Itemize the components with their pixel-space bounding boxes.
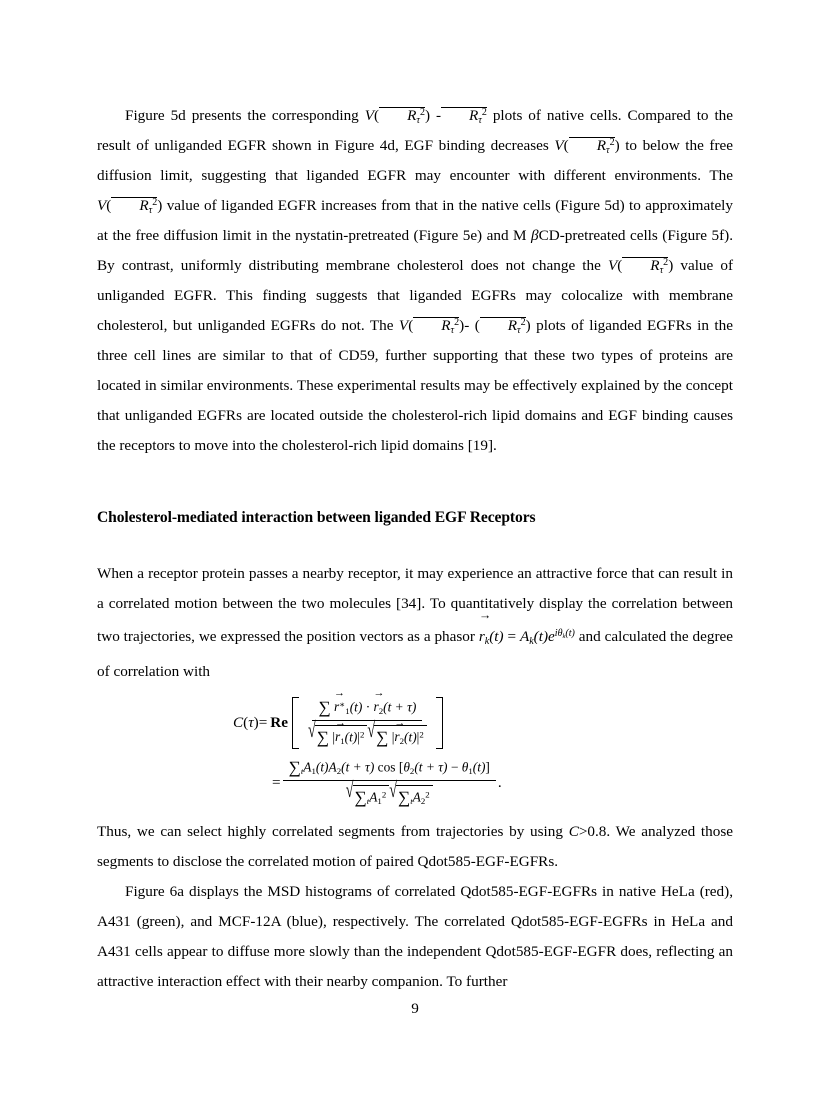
eq-A1-den: A [369,789,378,805]
math-V-c: V [554,137,564,154]
math-e-symbol: e [548,627,555,645]
radical-icon: √ [345,777,354,803]
p1-text-8: - ( [464,317,480,334]
eq-C-symbol: C [233,713,244,731]
eq-abs-close-1: | [357,729,360,745]
radical-icon: √ [367,717,376,743]
paragraph-2 [97,559,733,687]
sqrt-1 [308,716,367,749]
eq-A2-den: A [412,789,421,805]
eq-A2-sub: 2 [336,765,342,776]
eq-theta1-symbol: θ [461,759,469,775]
p1-text-1: Figure 5d presents the corresponding [125,107,365,124]
math-R-c: R [596,137,606,154]
eq-sum-icon-5: ∑ [354,787,367,807]
math-V-a: V [364,107,374,124]
eq-A1-den-sub: 1 [377,795,382,806]
math-k-sub-1: k [484,635,490,647]
math-R-a: R [407,107,417,124]
right-bracket-icon [436,697,443,749]
math-tau-c: τ [605,144,610,156]
p3-text-2: >0.8. We analyzed those segments to disclose the correlated motion of paired Qdot585-EGF-EGFRs. [97,822,733,870]
math-k-sub-3: k [562,632,566,640]
p2-text-2: and calculated the degree of correlation with [97,627,733,680]
eq1-denominator [302,716,433,749]
math-equals-1: = [503,627,520,645]
eq-cos-label: cos [377,759,396,775]
eq-sum-sub-t-3: t [410,795,413,806]
p1-text-2: - [430,107,442,124]
sqrt-4 [389,777,432,809]
eq-abs-close-2: | [416,729,420,745]
eq-A2-arg: (t + τ) [341,759,375,775]
math-tau-g: τ [517,324,521,336]
math-exp-f: 2 [454,317,460,329]
radical-icon: √ [389,777,397,803]
math-exp-c: 2 [609,137,615,149]
eq-star-1: ∗ [339,699,346,710]
eq-tau-symbol: τ [248,713,254,731]
equation-line-1: C ( τ ) = Re ∑ → $r^∗_1(t)$ · → $r_2(t + \tau)$ √ ∑ | → $r_1(t)|^2$ √ ∑ | → $r_2(t)|^2$ [233,697,444,749]
math-tau-f: τ [450,324,455,336]
spacer-before-heading [97,461,733,503]
math-t-arg-2: (t) [533,627,549,645]
spacer-after-heading [97,533,733,559]
inline-math-V-Rtau2-a: V( $R_\tau^2$) [364,107,431,126]
p2-text-1: When a receptor protein passes a nearby receptor, it may experience an attractive force that can result in a correlated motion between the two molecules [34]. To quantitatively display the correlation between two trajectories, we expressed the position vectors as a phasor [97,565,733,645]
eq-A2-den-sub: 2 [420,795,426,806]
math-t-arg-1: (t) [489,627,504,645]
eq-sum-icon-6: ∑ [397,787,411,807]
math-tau-d: τ [148,204,153,216]
math-tau-e: τ [659,264,664,276]
math-exp-b: 2 [481,107,487,119]
sqrt-3 [345,777,389,809]
spacer-before-equation [97,687,733,697]
eq-t-paren-2: (t) [344,729,358,745]
equation-line-2 [272,757,502,809]
math-R-b: R [469,107,479,124]
eq-theta2-symbol: θ [403,759,410,775]
eq-sq-2: 2 [419,728,424,739]
eq-t-paren-1: (t) [349,699,363,715]
p1-text-3: plots of native cells. Compared to the result of unliganded EGFR shown in Figure 4d, EGF binding decreases [97,107,734,154]
eq-abs-open-2: | [391,729,395,745]
math-V-f: V [398,317,409,334]
math-C-threshold: C [568,822,579,840]
section-heading: Cholesterol-mediated interaction between liganded EGF Receptors [97,509,536,526]
inline-math-Rtau2-g [480,317,526,334]
eq-Re-label: Re [270,713,288,731]
eq-sq-1: 2 [359,728,365,739]
math-exp-d: 2 [152,197,158,209]
eq-sum-icon-1: ∑ [318,697,331,717]
page-number: 9 [411,1000,419,1017]
math-V-d: V [97,197,107,214]
math-R-d: R [139,197,149,214]
p1-text-6: CD-pretreated cells (Figure 5f). By contrast, uniformly distributing membrane cholesterol does not change the [97,227,733,274]
eq-sub-1a: 1 [345,705,350,716]
eq-theta1-sub: 1 [468,765,473,776]
eq-sum-sub-t-1: t [300,765,304,776]
eq-dot-operator: · [365,699,371,715]
paragraph-3 [97,817,733,877]
eq-r1-abs: r [335,729,341,745]
eq-abs-open-1: | [332,729,335,745]
eq-minus-operator: − [450,759,459,775]
p1-text-5: value of liganded EGFR increases from that in the native cells (Figure 5d) to approximately at the free diffusion limit in the nystatin-pretreated (Figure 5e) and M [97,197,733,244]
math-tau-a: τ [416,114,420,126]
eq-A1-den-sq: 2 [381,788,387,799]
inline-math-V-Rtau2-c: V( $R_\tau^2$) [554,137,620,156]
inline-math-Rtau2-b [441,107,487,124]
eq1-fraction [302,686,433,749]
eq-period: . [497,773,502,791]
left-bracket-icon [292,697,299,749]
eq-A1-symbol: A [303,759,312,775]
eq-sum-icon-4: ∑ [288,757,301,777]
math-A-symbol: A [519,627,530,645]
p1-text-7: value of unliganded EGFR. This finding suggests that liganded EGFRs may colocalize with membrane cholesterol, but unliganded EGFRs do not. The [97,257,733,334]
eq-equals-2: = [272,773,281,791]
math-tau-b: τ [478,114,482,126]
math-exp-a: 2 [419,107,425,119]
eq-theta2-arg: (t + τ) [414,759,448,775]
eq-A1-arg: (t) [315,759,329,775]
math-t-arg-3: (t) [565,628,575,639]
math-beta: β [531,227,539,244]
eq-theta2-sub: 2 [409,765,415,776]
eq-t-paren-3: (t) [404,729,417,745]
inline-math-Ak-exp [520,628,575,645]
eq-sub-2a: 2 [378,705,384,716]
eq1-numerator: ∑ → $r^∗_1(t)$ · → $r_2(t + \tau)$ [312,697,422,721]
radical-icon: √ [308,717,316,743]
display-equation [97,686,733,817]
sqrt-3-radicand [353,785,390,809]
eq-theta1-arg: (t) [472,759,486,775]
eq2-fraction [283,757,496,809]
math-R-f: R [441,317,451,334]
inline-math-V-Rtau2-e: V( $R_\tau^2$) [607,257,674,276]
eq2-denominator [340,777,439,809]
math-exp-e: 2 [663,257,669,269]
eq-A1-sub: 1 [311,765,316,776]
eq-equals-1: = [258,713,268,731]
math-R-e: R [650,257,660,274]
math-i-symbol: i [554,628,558,639]
math-theta-symbol: θ [557,628,563,639]
p3-text-1: Thus, we can select highly correlated segments from trajectories by using [97,822,569,840]
eq2-numerator: $\sum_tA_1(t)A_2(t + \tau)$ $\cos [\theta_2(t + \tau) - \theta_1(t)]$ [283,757,496,781]
eq-t-plus-tau-1: (t + τ) [383,699,417,715]
eq-sub-2b: 2 [399,735,405,746]
math-R-g: R [507,317,518,334]
math-exponent-itheta [555,628,575,639]
inline-math-phasor-rk: → $r_k(t)$ = [478,608,520,647]
eq-sum-sub-t-2: t [366,795,370,806]
math-r-phasor: r [478,627,485,645]
document-page [97,0,733,1100]
eq-sum-icon-2: ∑ [316,727,329,747]
eq-A2-symbol: A [328,759,337,775]
eq-bracket-group [291,686,444,749]
eq-r2-symbol: r [373,699,379,715]
paragraph-4: Figure 6a displays the MSD histograms of correlated Qdot585-EGF-EGFRs in native HeLa (red), A431 (green), and MCF-12A (blue), respectively. The correlated Qdot585-EGF-EGFRs in HeLa and A431 cells appear to diffuse more slowly than the independent Qdot585-EGF-EGFR does, reflecting an attractive interaction effect with their nearby companion. To further [97,882,733,990]
math-V-e: V [607,257,618,274]
math-k-sub-2: k [529,635,534,647]
eq-A2-den-sq: 2 [425,788,430,799]
paragraph-1 [97,101,733,461]
eq-sum-icon-3: ∑ [376,727,389,747]
eq-sub-1b: 1 [340,735,345,746]
sqrt-2 [367,716,426,749]
p1-text-4: to below the free diffusion limit, suggesting that liganded EGFR may encounter with different environments. The [97,137,733,184]
sqrt-2-radicand: ∑ | → $r_2(t)|^2$ [374,725,427,749]
eq-r1-symbol: r [334,699,340,715]
p1-text-9: ) plots of liganded EGFRs in the three cell lines are similar to that of CD59, further supporting that these two types of proteins are located in similar environments. These experimental results may be effectively explained by the concept that unliganded EGFRs are located outside the cholesterol-rich lipid domains and EGF binding causes the receptors to move into the cholesterol-rich lipid domains [19]. [97,317,733,454]
inline-math-V-Rtau2-f: V( $R_\tau^2$) [398,317,465,336]
sqrt-1-radicand: ∑ | → $r_1(t)|^2$ [315,725,368,749]
inline-math-V-Rtau2-d: V( $R_\tau^2$) [97,197,163,216]
math-exp-g: 2 [520,317,526,329]
eq-r2-abs: r [394,729,400,745]
sqrt-4-radicand [396,785,433,809]
